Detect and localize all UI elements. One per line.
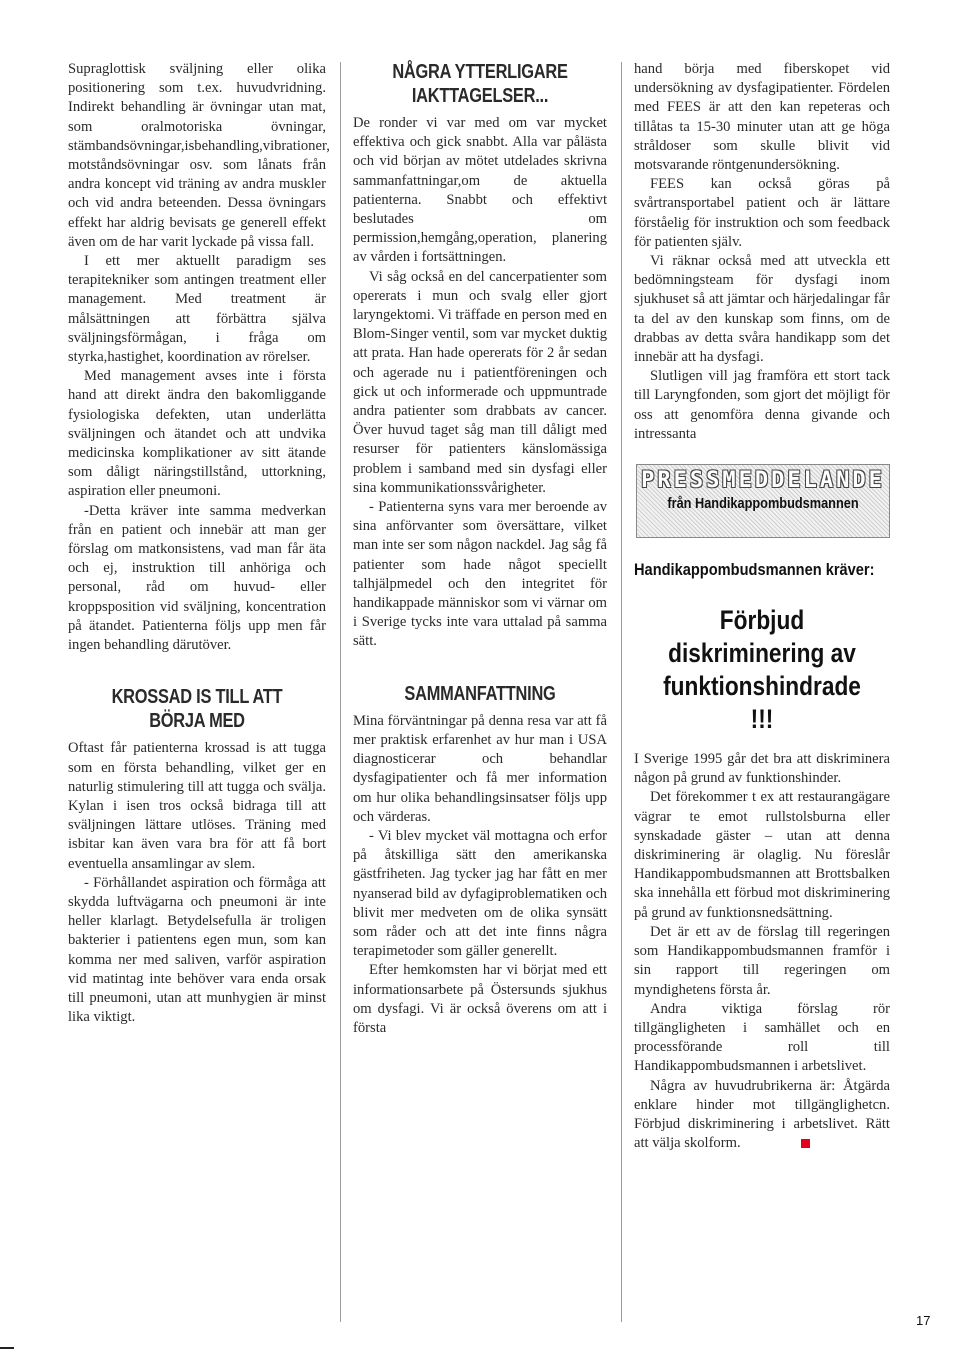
paragraph: Oftast får patienterna krossad is att tugga som en första behandling, vilket ger en naturlig stimulering till att tugga och svälja. Kylan i isen tros också bidraga till att sväljningen lättare utlöses. Träning med isbitar kan även vara bra för att få bort eventuella ansamlingar av slem.: [68, 740, 326, 872]
press-release-headline: Förbjud diskriminering av funktionshindrade !!!: [663, 605, 861, 735]
paragraph: - Patienterna syns vara mer beroende av sina anförvanter som översättare, vilket man inte ser som någon nackdel. Jag såg få patienter som hade något speciellt talhjälpmedel och den integritet för handikappade människor som vi värnar om i Sverige tycks inte vara uttalad på samma sätt.: [353, 499, 607, 650]
end-of-article-mark: [801, 1139, 810, 1148]
paragraph: Andra viktiga förslag rör tillgängligheten i samhället och en processförande roll till Handikappombudsmannen i arbetslivet.: [634, 1000, 890, 1075]
paragraph: Med management avses inte i första hand att direkt ändra den bakomliggande fysiologiska defekten, utan underlätta sväljningen och ätandet och att undvika medicinska komplikationer av sitt ätande som dåligt näringstillstånd, uttorkning, aspiration eller pneumoni.: [68, 368, 326, 500]
kicker-heading: Handikappombudsmannen kräver:: [634, 560, 875, 580]
paragraph: Det förekommer t ex att restaurangägare vägrar te emot rullstolsburna eller synskadade gäster – utan att denna diskriminering är olaglig. Nu föreslår Handikappombudsmannen att Brottsbalken ska innehålla ett förbud mot diskriminering på grund av funktionsnedsättning.: [634, 789, 890, 921]
article-column-1: [68, 60, 330, 1027]
column-divider: [621, 62, 622, 1322]
paragraph: Slutligen vill jag framföra ett stort tack till Laryngfonden, som gjort det möjligt för oss att genomföra denna givande och intressanta: [634, 368, 890, 442]
paragraph-text: Några av huvudrubrikerna är: Åtgärda enklare hinder mot tillgänglighetcn. Förbjud diskriminering i arbetslivet. Rätt att välja skolform.: [634, 1077, 890, 1152]
paragraph: - Vi blev mycket väl mottagna och erfor på åtskilliga sätt den amerikanska gästfriheten. Jag tycker jag har fått en mer nyanserad bild av dyfagiproblematiken och blivit mer medveten om de olika synsätt som råder och att det inte finns några terapimetoder som gäller generellt.: [353, 827, 607, 960]
press-release-source: från Handikappombudsmannen: [667, 495, 859, 513]
paragraph: Vi såg också en del cancerpatienter som opererats i mun och svalg eller gjort laryngektomi. Vi träffade en person med en Blom-Singer ventil, som var mycket duktig att prata. Han hade opererats för 2 år sedan och agerade nu i patientföreningen och gick ut och informerade och uppmuntrade andra patienter som drabbats av cancer. Över huvud taget såg man till dåligt med resurser för patienters känslomässiga problem i samband med sin dysfagi eller sina kommunikationssvårigheter.: [353, 268, 607, 496]
crop-mark: [0, 1347, 14, 1359]
paragraph: [634, 1077, 890, 1154]
paragraph: Efter hemkomsten har vi börjat med ett informationsarbete på Östersunds sjukhus om dysfagi. Vi är också överens om att i första: [353, 962, 607, 1036]
column-divider: [340, 62, 341, 1322]
press-release-title: PRESSMEDDELANDE: [641, 468, 885, 494]
section-heading: SAMMANFATTNING: [404, 682, 556, 705]
paragraph: I Sverige 1995 går det bra att diskriminera någon på grund av funktionshinder.: [634, 751, 890, 787]
paragraph: Det är ett av de förslag till regeringen som Handikappombudsmannen framför i sin rapport till regeringen om myndighetens första år.: [634, 923, 890, 998]
article-column-3: [634, 60, 890, 1153]
paragraph: -Detta kräver inte samma medverkan från en patient och innebär att man ger förslag om matkonsistens, vad man får äta och ej, instruktion till anhöriga och personal, råd om huvud- eller kroppsposition vid sväljning, koncentration på ätandet. Patienterna följs upp men får ingen behandling därutöver.: [68, 502, 326, 654]
paragraph: FEES kan också göras på svårtransportabel patient och är lättare förståelig för instruktion och som feedback för patienten själv.: [634, 176, 890, 250]
paragraph: I ett mer aktuellt paradigm ses terapitekniker som antingen treatment eller management. Med treatment är målsättningen att förbättra själva sväljningsförmågan, i fråga om styrka,hastighet, koordination av rörelser.: [68, 253, 326, 366]
paragraph: Vi räknar också med att utveckla ett bedömningsteam för dysfagi inom sjukhuset så att jämtar och härjedalingar får ta del av den kunskap som finns, om de drabbas av detta svåra handikapp som det innebär att ha dysfagi.: [634, 253, 890, 366]
paragraph: - Förhållandet aspiration och förmåga att skydda luftvägarna och pneumoni är inte heller klarlagt. Betydelsefulla är troligen bakterier i patientens egen mun, som kan komma ner med saliven, varför aspiration vid matintag inte behöver vara enda orsak till pneumoni, utan att munhygien är minst lika viktigt.: [68, 874, 326, 1026]
section-heading: NÅGRA YTTERLIGARE IAKTTAGELSER...: [392, 61, 568, 107]
paragraph: hand börja med fiberskopet vid undersökning av dysfagipatienter. Fördelen med FEES är att den kan repeteras och tillåtas ta 15-30 minuter utan att ge höga stråldoser som skulle blivit vid motsvarande röntgenundersökning.: [634, 61, 890, 174]
section-heading: KROSSAD IS TILL ATT BÖRJA MED: [111, 686, 283, 733]
press-release-banner: [636, 464, 890, 538]
paragraph: Mina förväntningar på denna resa var att få mer praktisk erfarenhet av hur man i USA diagnosticerar och behandlar dysfagipatienter och få mer information om hur olika behandlingsinsatser följs upp och värderas.: [353, 712, 607, 825]
article-column-2: [353, 60, 607, 1038]
paragraph: De ronder vi var med om var mycket effektiva och gick snabbt. Alla var pålästa och vid början av mötet utdelades skrivna sammanfattningar,om de aktuella patienterna. Snabbt och effektivt beslutades om permission,hemgång,operation, planering av vården i fortsättningen.: [353, 115, 607, 266]
page-number: 17: [916, 1313, 931, 1328]
paragraph: Supraglottisk sväljning eller olika positionering som t.ex. huvudvridning. Indirekt behandling är övningar utan mat, som oralmotoriska övningar, stämbandsövningar,isbehandling,vibrationer, motståndsövningar osv. som lånats från andra koncept vid träning av andra muskler och vid andra beteenden. Dessa övningars effekt har aldrig bevisats ge generell effekt även om de har varit lyckade på vissa fall.: [68, 61, 330, 250]
